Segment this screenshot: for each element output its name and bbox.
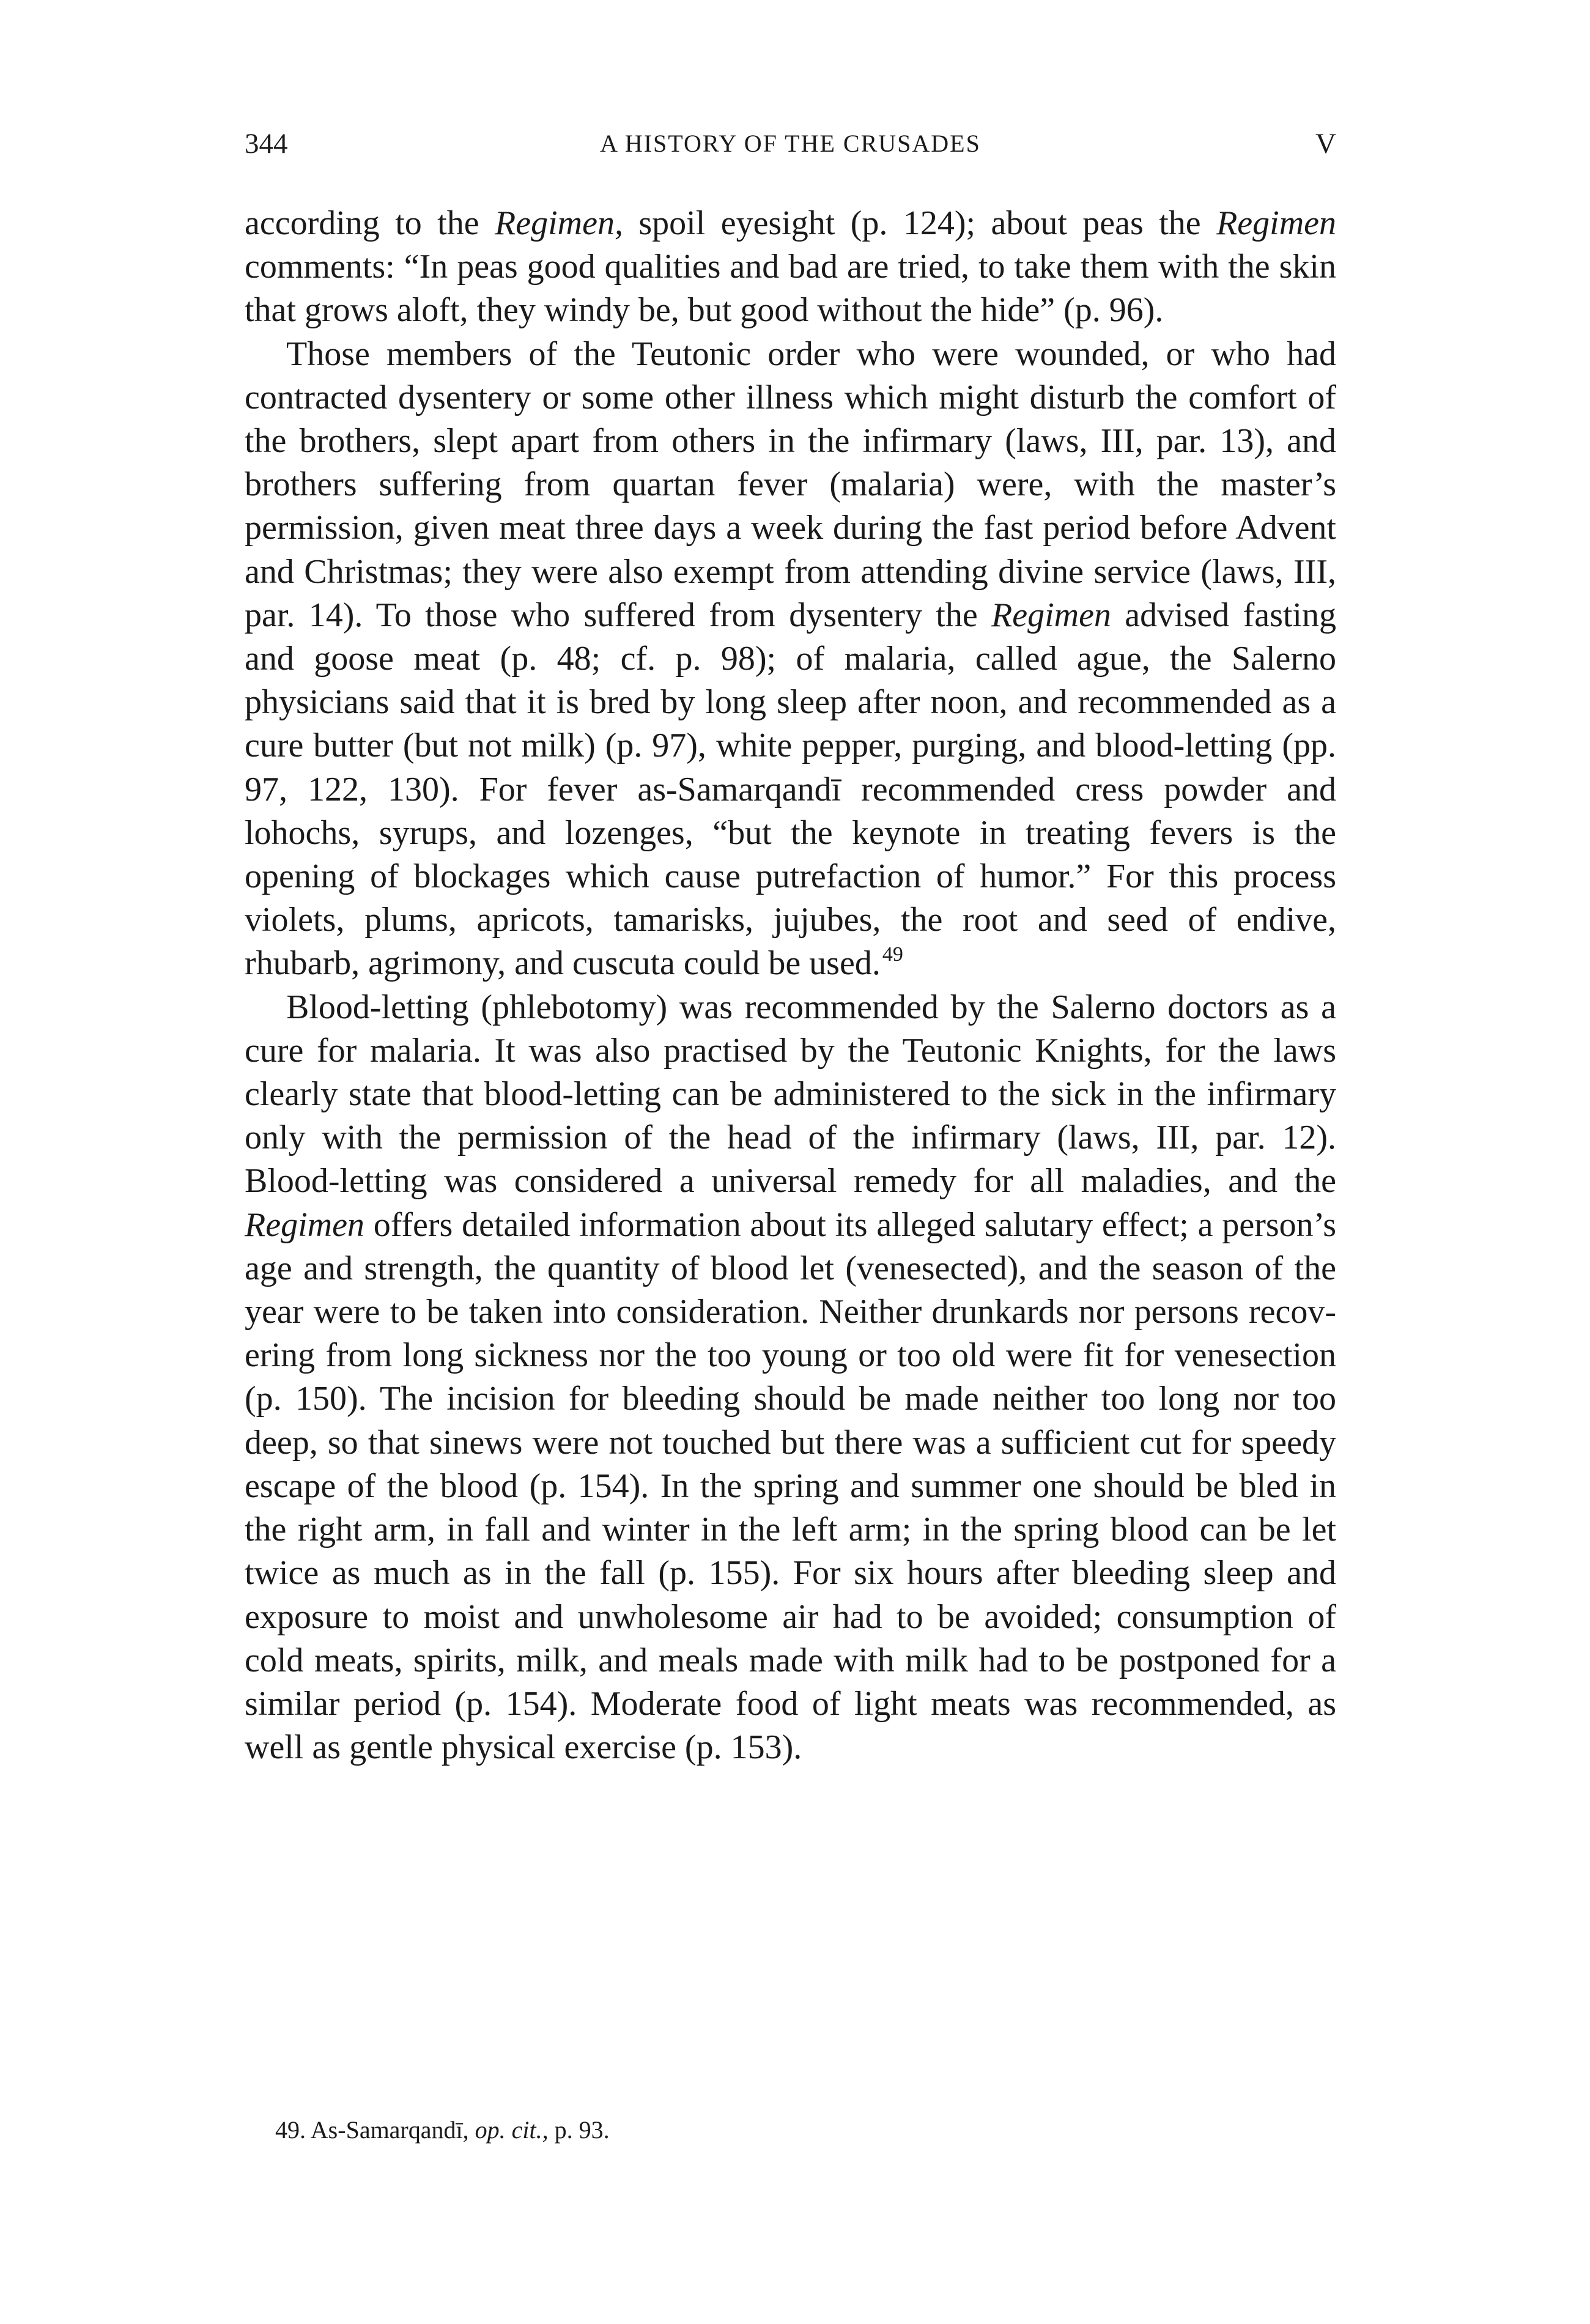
text-run: p. 93.: [548, 2116, 610, 2144]
book-title: A HISTORY OF THE CRUSADES: [600, 130, 981, 157]
paragraph: [245, 202, 1336, 333]
body-text: [245, 202, 1336, 1769]
running-head: [245, 125, 1336, 162]
italic-text: op. cit.,: [475, 2116, 549, 2144]
text-run: according to the: [245, 204, 495, 242]
footnote: [275, 2113, 1315, 2147]
text-run: Those members of the Teutonic order who were wounded, or who had contracted dysentery or some other illness which might disturb the comfort of the brothers, slept apart from others in the infirmary (laws, III, par. 13), and brothers suffering from quartan fever (malaria) were, with the master’s permission, given meat three days a week during the fast period before Advent and Christmas; they were also exempt from attending divine service (laws, III, par. 14). To those who suffered from dysentery the: [245, 335, 1336, 634]
text-run: offers detailed information about its alleged salutary effect; a person’s age and strength, the quantity of blood let (venesected), and the season of the year were to be taken into consideration. Neither drunkards nor persons recovering from long sickness nor the too young or too old were fit for venesection (p. 150). The incision for bleeding should be made neither too long nor too deep, so that sinews were not touched but there was a sufficient cut for speedy escape of the blood (p. 154). In the spring and summer one should be bled in the right arm, in fall and winter in the left arm; in the spring blood can be let twice as much as in the fall (p. 155). For six hours after bleeding sleep and exposure to moist and unwholesome air had to be avoided; consumption of cold meats, spirits, milk, and meals made with milk had to be postponed for a similar period (p. 154). Moderate food of light meats was recommended, as well as gentle physical exercise (p. 153).: [245, 1205, 1336, 1767]
text-run: comments: “In peas good qualities and bad are tried, to take them with the skin that grows aloft, they windy be, but good without the hide” (p. 96).: [245, 248, 1336, 330]
italic-text: Regimen: [1216, 204, 1337, 242]
footnotes: [275, 2113, 1315, 2147]
page-number: 344: [245, 128, 288, 160]
italic-text: Regimen: [991, 596, 1111, 634]
paragraph: [245, 986, 1336, 1770]
text-run: spoil eyesight (p. 124); about peas the: [623, 204, 1217, 242]
footnote-reference: 49: [882, 943, 903, 966]
text-run: Blood-letting (phlebotomy) was recommended by the Salerno doctors as a cure for malaria. It was also practised by the Teutonic Knights, for the laws clearly state that blood-letting can be administered to the sick in the infirmary only with the permission of the head of the infirmary (laws, III, par. 12). Blood-letting was considered a universal remedy for all maladies, and the: [245, 988, 1336, 1201]
volume-number: V: [1315, 128, 1336, 160]
text-run: advised fasting and goose meat (p. 48; cf. p. 98); of malaria, called ague, the Salerno physicians said that it is bred by long sleep after noon, and recommended as a cure butter (but not milk) (p. 97), white pepper, purging, and blood-letting (pp. 97, 122, 130). For fever as-Samarqandī recommended cress powder and lohochs, syrups, and lozenges, “but the keynote in treating fevers is the opening of blockages which cause putrefaction of humor.” For this process violets, plums, apricots, tamarisks, jujubes, the root and seed of endive, rhubarb, agrimony, and cuscuta could be used.: [245, 596, 1336, 983]
italic-text: Regimen: [245, 1205, 364, 1244]
paragraph: [245, 333, 1336, 986]
text-run: 49. As-Samarqandī,: [275, 2116, 475, 2144]
italic-text: Regimen,: [495, 204, 623, 242]
